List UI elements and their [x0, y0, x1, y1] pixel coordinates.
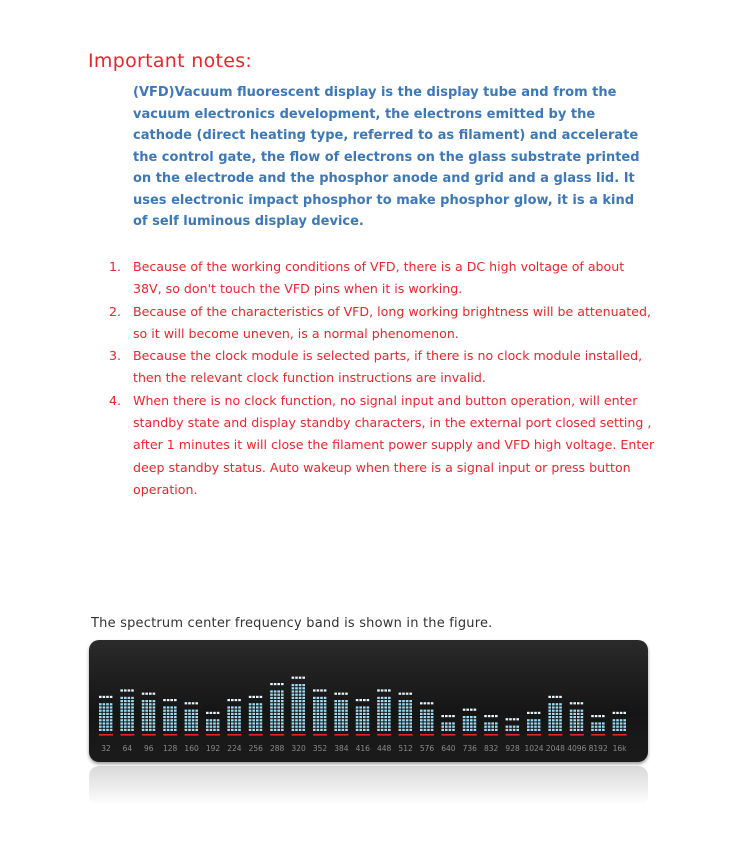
peak-mark [463, 709, 466, 711]
peak-mark [252, 696, 255, 698]
peak-mark [548, 696, 551, 698]
note-text: Because the clock module is selected parts, if there is no clock module installed, then the relevant clock function instructions are invalid. [133, 348, 643, 386]
spectrum-bar-32 [99, 696, 113, 736]
peak-mark [192, 702, 195, 704]
peak-mark [185, 702, 188, 704]
peak-mark [449, 715, 452, 717]
peak-mark [623, 712, 626, 714]
spectrum-bar-1024 [527, 712, 541, 736]
notes-list [96, 256, 656, 501]
peak-mark [577, 702, 580, 704]
spectrum-bar-512 [399, 693, 413, 736]
peak-mark [235, 699, 238, 701]
list-item [96, 345, 656, 390]
peak-mark [131, 689, 134, 691]
band-label-640: 640 [441, 744, 456, 753]
peak-mark [238, 699, 241, 701]
peak-mark [484, 715, 487, 717]
baseline-mark [399, 734, 413, 736]
band-label-32: 32 [101, 744, 111, 753]
peak-mark [595, 715, 598, 717]
peak-mark [320, 689, 323, 691]
peak-mark [402, 693, 405, 695]
spectrum-bar-832 [484, 715, 498, 736]
peak-mark [509, 718, 512, 720]
band-label-736: 736 [462, 744, 477, 753]
peak-mark [466, 709, 469, 711]
peak-mark [142, 693, 145, 695]
spectrum-bar-448 [377, 689, 391, 735]
peak-mark [249, 696, 252, 698]
spectrum-bar-416 [356, 699, 370, 736]
peak-mark [388, 689, 391, 691]
panel-reflection [89, 766, 648, 806]
page-title: Important notes: [88, 50, 253, 72]
peak-mark [377, 689, 380, 691]
baseline-mark [99, 734, 113, 736]
peak-mark [470, 709, 473, 711]
band-label-4096: 4096 [567, 744, 587, 753]
peak-mark [441, 715, 444, 717]
band-label-448: 448 [377, 744, 392, 753]
peak-mark [420, 702, 423, 704]
spectrum-bar-192 [206, 712, 220, 736]
peak-mark [206, 712, 209, 714]
peak-mark [406, 693, 409, 695]
peak-mark [281, 683, 284, 685]
intro-paragraph: (VFD)Vacuum fluorescent display is the display tube and from the vacuum electronics development, the electrons emitted by the cathode (direct heating type, referred to as filament) and accelerate the control gate, the flow of electrons on the glass substrate printed on the electrode and the phosphor anode and grid and a glass lid. It uses electronic impact phosphor to make phosphor glow, it is a kind of self luminous display device. [133, 85, 640, 229]
baseline-mark [334, 734, 348, 736]
peak-mark [552, 696, 555, 698]
peak-mark [256, 696, 259, 698]
peak-mark [295, 677, 298, 679]
peak-mark [516, 718, 519, 720]
spectrum-bar-64 [120, 689, 134, 735]
peak-mark [99, 696, 102, 698]
baseline-mark [591, 734, 605, 736]
baseline-mark [570, 734, 584, 736]
peak-mark [145, 693, 148, 695]
spectrum-bar-320 [292, 677, 306, 736]
baseline-mark [420, 734, 434, 736]
peak-mark [174, 699, 177, 701]
peak-mark [120, 689, 123, 691]
peak-mark [317, 689, 320, 691]
peak-mark [188, 702, 191, 704]
list-item [96, 390, 656, 501]
baseline-mark [463, 734, 477, 736]
peak-mark [431, 702, 434, 704]
spectrum-bar-224 [227, 699, 241, 736]
peak-mark [384, 689, 387, 691]
peak-mark [531, 712, 534, 714]
band-label-192: 192 [205, 744, 221, 753]
band-label-320: 320 [291, 744, 306, 753]
band-label-576: 576 [419, 744, 435, 753]
peak-mark [491, 715, 494, 717]
peak-mark [270, 683, 273, 685]
peak-mark [602, 715, 605, 717]
note-number: 4. [109, 392, 122, 408]
peak-mark [359, 699, 362, 701]
peak-mark [170, 699, 173, 701]
peak-mark [163, 699, 166, 701]
peak-mark [106, 696, 109, 698]
band-label-928: 928 [505, 744, 520, 753]
band-label-288: 288 [270, 744, 285, 753]
peak-mark [488, 715, 491, 717]
spectrum-bar-160 [185, 702, 199, 735]
band-label-512: 512 [398, 744, 413, 753]
note-text: Because of the working conditions of VFD, there is a DC high voltage of about 38V, so don't touch the VFD pins when it is working. [133, 259, 625, 297]
peak-mark [367, 699, 370, 701]
band-label-2048: 2048 [545, 744, 565, 753]
peak-mark [527, 712, 530, 714]
peak-mark [128, 689, 131, 691]
list-item [96, 256, 656, 301]
band-label-256: 256 [248, 744, 263, 753]
peak-mark [506, 718, 509, 720]
baseline-mark [206, 734, 220, 736]
baseline-mark [142, 734, 156, 736]
band-label-832: 832 [484, 744, 499, 753]
spectrum-bar-8192 [591, 715, 605, 736]
peak-mark [409, 693, 412, 695]
peak-mark [345, 693, 348, 695]
baseline-mark [163, 734, 177, 736]
peak-mark [334, 693, 337, 695]
baseline-mark [441, 734, 455, 736]
band-label-96: 96 [144, 744, 154, 753]
peak-mark [260, 696, 263, 698]
peak-mark [495, 715, 498, 717]
peak-mark [424, 702, 427, 704]
peak-mark [474, 709, 477, 711]
baseline-mark [270, 734, 284, 736]
baseline-mark [527, 734, 541, 736]
peak-mark [342, 693, 345, 695]
peak-mark [613, 712, 616, 714]
note-text: When there is no clock function, no signal input and button operation, will enter standby state and display standby characters, in the external port closed setting , after 1 minutes it will close the filament power supply and VFD high voltage. Enter deep standby status. Auto wakeup when there is a signal input or press button operation. [133, 392, 655, 497]
peak-mark [598, 715, 601, 717]
baseline-mark [120, 734, 134, 736]
band-label-352: 352 [312, 744, 328, 753]
spectrum-bar-256 [249, 696, 263, 736]
peak-mark [277, 683, 280, 685]
baseline-mark [377, 734, 391, 736]
band-label-384: 384 [334, 744, 349, 753]
spectrum-bar-4096 [570, 702, 584, 735]
band-label-16k: 16k [612, 744, 627, 753]
baseline-mark [613, 734, 627, 736]
peak-mark [620, 712, 623, 714]
spectrum-caption: The spectrum center frequency band is shown in the figure. [91, 616, 493, 631]
spectrum-bar-96 [142, 693, 156, 736]
peak-mark [559, 696, 562, 698]
peak-mark [195, 702, 198, 704]
peak-mark [153, 693, 156, 695]
peak-mark [299, 677, 302, 679]
band-label-224: 224 [227, 744, 242, 753]
baseline-mark [356, 734, 370, 736]
peak-mark [210, 712, 213, 714]
peak-mark [570, 702, 573, 704]
peak-mark [292, 677, 295, 679]
peak-mark [227, 699, 230, 701]
note-number: 1. [109, 259, 122, 274]
peak-mark [149, 693, 152, 695]
peak-mark [274, 683, 277, 685]
spectrum-bar-2048 [548, 696, 562, 736]
note-number: 3. [109, 348, 122, 364]
peak-mark [573, 702, 576, 704]
peak-mark [534, 712, 537, 714]
baseline-mark [548, 734, 562, 736]
peak-mark [363, 699, 366, 701]
baseline-mark [313, 734, 327, 736]
peak-mark [302, 677, 305, 679]
peak-mark [616, 712, 619, 714]
band-label-8192: 8192 [588, 744, 608, 753]
band-label-160: 160 [184, 744, 199, 753]
peak-mark [167, 699, 170, 701]
spectrum-bar-736 [463, 709, 477, 736]
peak-mark [124, 689, 127, 691]
peak-mark [399, 693, 402, 695]
spectrum-bar-384 [334, 693, 348, 736]
band-label-416: 416 [355, 744, 370, 753]
peak-mark [231, 699, 234, 701]
peak-mark [581, 702, 584, 704]
baseline-mark [292, 734, 306, 736]
note-number: 2. [109, 303, 122, 319]
peak-mark [538, 712, 541, 714]
spectrum-bar-288 [270, 683, 284, 736]
band-label-1024: 1024 [524, 744, 544, 753]
peak-mark [313, 689, 316, 691]
baseline-mark [484, 734, 498, 736]
note-text: Because of the characteristics of VFD, long working brightness will be attenuated, so it will become uneven, is a normal phenomenon. [133, 303, 651, 341]
baseline-mark [227, 734, 241, 736]
peak-mark [338, 693, 341, 695]
baseline-mark [506, 734, 520, 736]
band-label-64: 64 [122, 744, 133, 753]
spectrum-display-panel [89, 640, 648, 762]
spectrum-bar-576 [420, 702, 434, 735]
peak-mark [445, 715, 448, 717]
spectrum-bar-640 [441, 715, 455, 736]
baseline-mark [249, 734, 263, 736]
band-label-128: 128 [163, 744, 178, 753]
baseline-mark [185, 734, 199, 736]
spectrum-bar-128 [163, 699, 177, 736]
spectrum-bar-16k [613, 712, 627, 736]
peak-mark [110, 696, 113, 698]
peak-mark [213, 712, 216, 714]
peak-mark [217, 712, 220, 714]
peak-mark [591, 715, 594, 717]
peak-mark [556, 696, 559, 698]
peak-mark [324, 689, 327, 691]
peak-mark [381, 689, 384, 691]
peak-mark [452, 715, 455, 717]
peak-mark [356, 699, 359, 701]
peak-mark [513, 718, 516, 720]
spectrum-bar-352 [313, 689, 327, 735]
peak-mark [427, 702, 430, 704]
peak-mark [103, 696, 106, 698]
list-item [96, 301, 656, 346]
spectrum-bar-928 [506, 718, 520, 735]
